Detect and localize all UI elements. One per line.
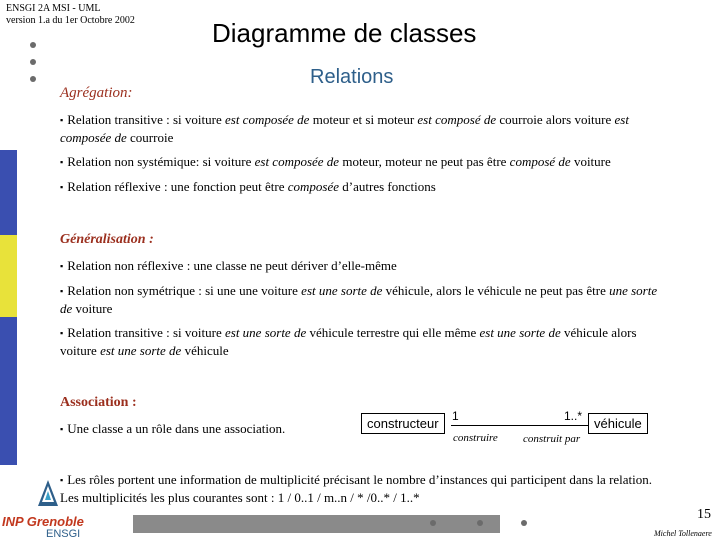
logo-mountain-icon <box>36 478 60 508</box>
bullet-icon: ▪ <box>60 182 64 192</box>
right-role: construit par <box>523 433 581 445</box>
yellow-band <box>0 235 17 317</box>
association-heading: Association : <box>60 395 137 410</box>
bullet-icon: ▪ <box>60 424 64 434</box>
left-role: construire <box>453 432 498 444</box>
footer-bar <box>133 515 500 533</box>
aggregation-item: ▪ Relation transitive : si voiture est composée de moteur et si moteur est composé de courroie alors voiture est composée de courroie <box>60 112 629 145</box>
bullet-dot-icon <box>30 59 36 65</box>
logo-sub: ENSGI <box>46 528 81 540</box>
association-item <box>60 420 320 438</box>
bullet-icon: ▪ <box>60 328 64 338</box>
generalisation-item: ▪ Relation non symétrique : si une une voiture est une sorte de véhicule, alors le véhicule ne peut pas être une sorte de voiture <box>60 283 658 316</box>
left-multiplicity: 1 <box>452 409 459 423</box>
class-box-vehicule: véhicule <box>588 413 648 434</box>
association-item-text: Une classe a un rôle dans une association. <box>67 421 286 436</box>
slide-title: Diagramme de classes <box>212 18 477 48</box>
aggregation-item: ▪ Relation non systémique: si voiture est composée de moteur, moteur ne peut pas être composé de voiture <box>60 154 611 169</box>
aggregation-item: ▪ Relation réflexive : une fonction peut être composée d’autres fonctions <box>60 179 436 194</box>
blue-band <box>0 317 17 465</box>
generalisation-heading: Généralisation : <box>60 232 154 247</box>
course-line-2: version 1.a du 1er Octobre 2002 <box>6 15 135 26</box>
logo-name: INP Grenoble <box>2 514 84 529</box>
blue-band <box>0 150 17 235</box>
footer-dot-icon <box>521 520 527 526</box>
generalisation-item: ▪ Relation non réflexive : une classe ne peut dériver d’elle-même <box>60 258 397 273</box>
bullet-dot-icon <box>30 42 36 48</box>
page-number: 15 <box>697 507 711 522</box>
bullet-icon: ▪ <box>60 157 64 167</box>
association-footer <box>60 471 660 506</box>
bullet-icon: ▪ <box>60 115 64 125</box>
bullet-icon: ▪ <box>60 261 64 271</box>
association-footer-text: Les rôles portent une information de multiplicité précisant le nombre d’instances qui participent dans la relation. Les multiplicités les plus courantes sont : 1 / 0..1 / m..n / * /0..* / 1..* <box>60 472 653 505</box>
footer-dot-icon <box>477 520 483 526</box>
generalisation-item: ▪ Relation transitive : si voiture est une sorte de véhicule terrestre qui elle même est une sorte de véhicule alors voiture est une sorte de véhicule <box>60 325 637 358</box>
footer-dot-icon <box>430 520 436 526</box>
bullet-icon: ▪ <box>60 475 64 485</box>
right-multiplicity: 1..* <box>564 409 583 423</box>
aggregation-heading: Agrégation: <box>60 85 133 101</box>
bullet-icon: ▪ <box>60 286 64 296</box>
author: Michel Tollenaere <box>654 529 712 538</box>
course-line-1: ENSGI 2A MSI - UML <box>6 3 101 14</box>
bullet-dot-icon <box>30 76 36 82</box>
class-box-constructeur: constructeur <box>361 413 445 434</box>
association-line <box>451 425 588 426</box>
slide-subtitle: Relations <box>310 66 394 88</box>
course-info <box>6 3 135 27</box>
